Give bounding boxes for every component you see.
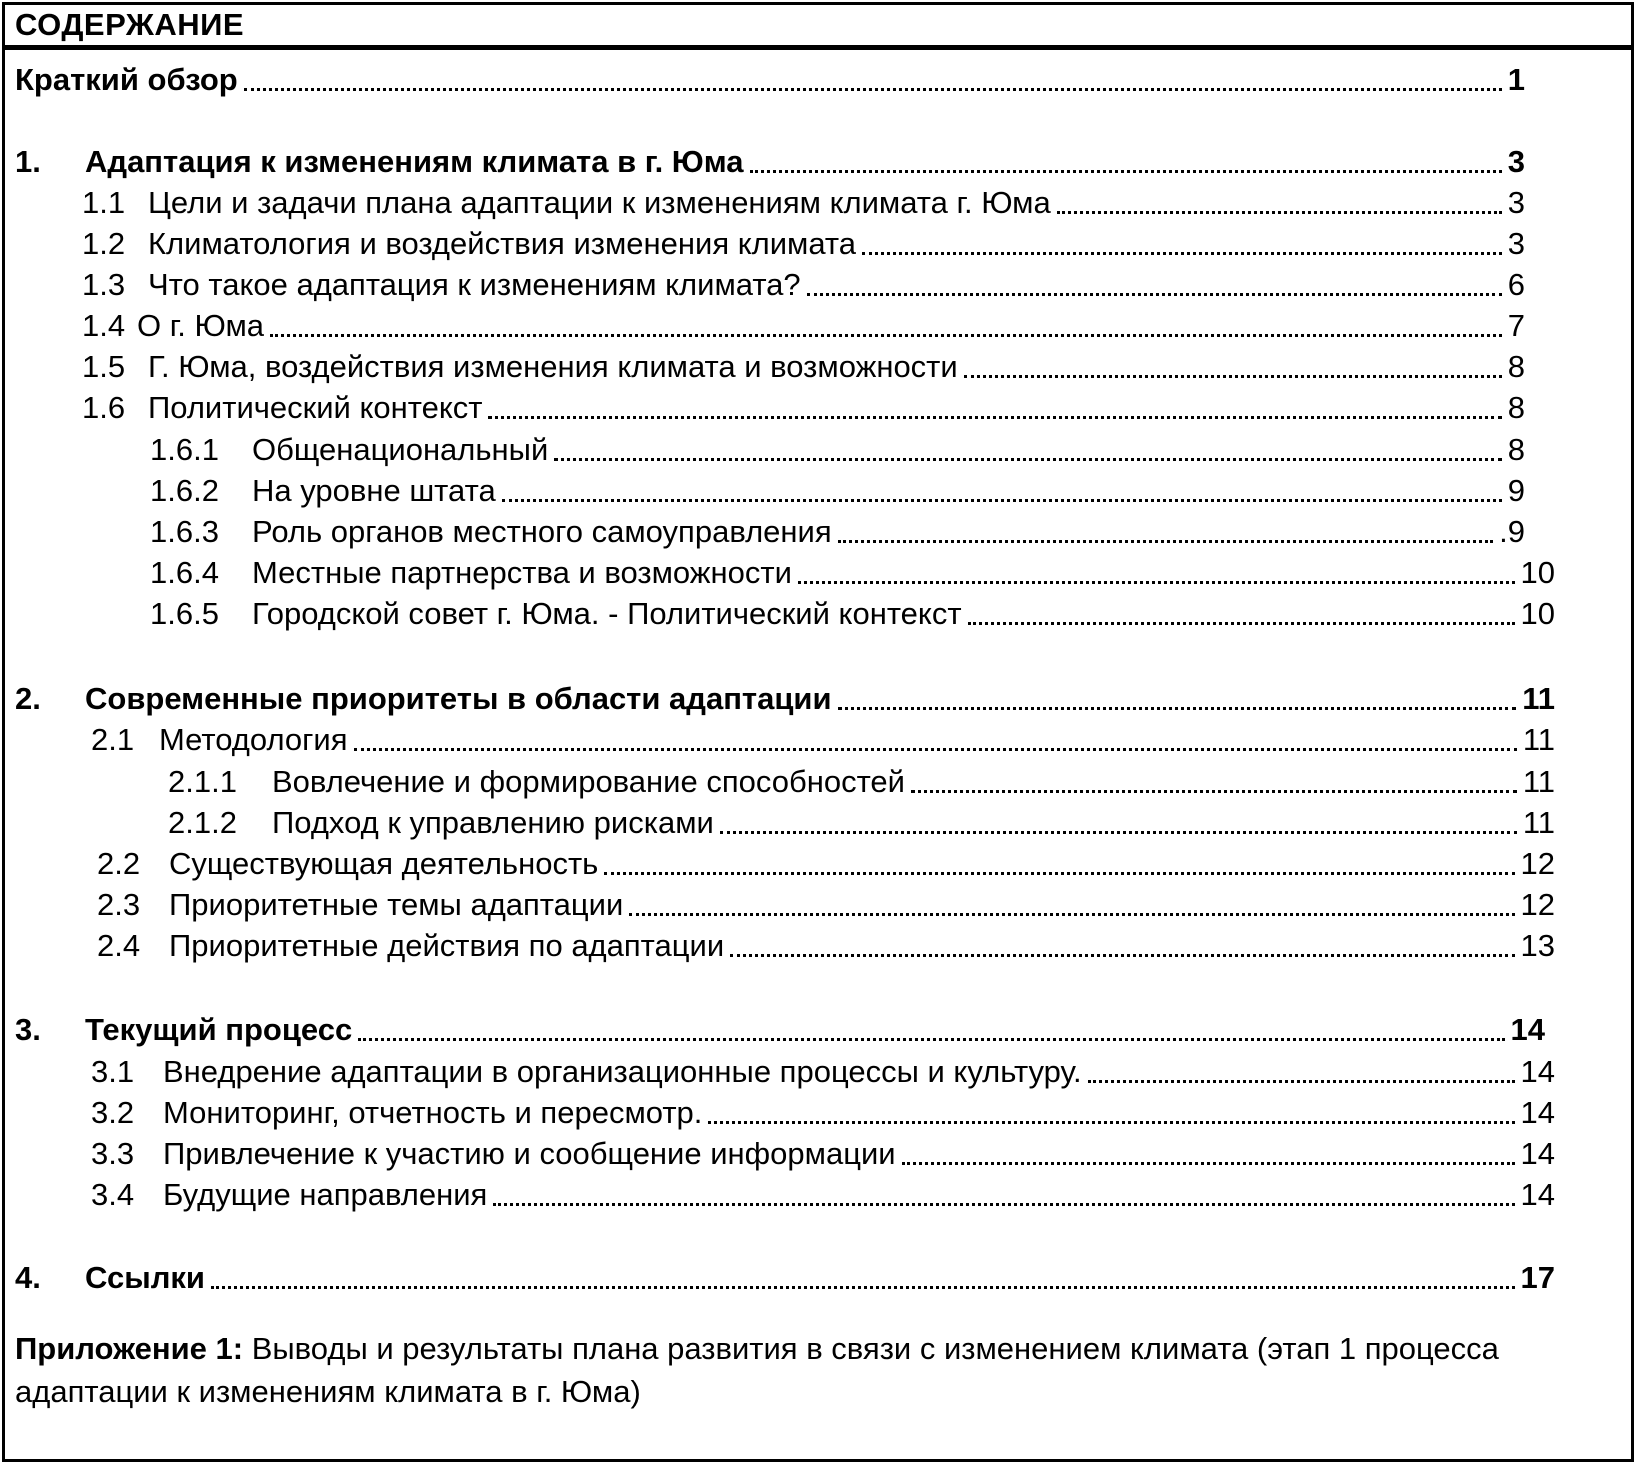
toc-entry-page: 12: [1520, 846, 1555, 881]
toc-entry-3-2[interactable]: [91, 1093, 1555, 1133]
toc-entry-page: 3: [1507, 144, 1525, 179]
toc-entry-number: 1.1: [82, 185, 126, 220]
toc-entry-number: 1.6.2: [150, 473, 219, 508]
toc-entry-page: 11: [1522, 805, 1555, 840]
toc-entry-label: Вовлечение и формирование способностей: [272, 764, 905, 799]
toc-entry-page: 6: [1507, 267, 1525, 302]
toc-entry-label: Местные партнерства и возможности: [252, 555, 792, 590]
toc-entry-label: Ссылки: [85, 1260, 205, 1295]
toc-entry-page: 11: [1522, 764, 1555, 799]
toc-entry-1-6-4[interactable]: [150, 553, 1555, 593]
dot-leader: [750, 170, 1502, 173]
toc-entry-label: На уровне штата: [252, 473, 496, 508]
toc-entry-label: Внедрение адаптации в организационные процессы и культуру.: [163, 1054, 1082, 1089]
toc-entry-section-1[interactable]: [15, 142, 1525, 182]
toc-entry-3-3[interactable]: [91, 1134, 1555, 1174]
dot-leader: [862, 252, 1502, 255]
dot-leader: [838, 707, 1517, 710]
dot-leader: [493, 1203, 1514, 1206]
toc-entry-number: 3.2: [91, 1095, 135, 1130]
toc-entry-label: Методология: [159, 722, 348, 757]
dot-leader: [502, 499, 1502, 502]
toc-entry-2-1[interactable]: [91, 720, 1555, 760]
toc-entry-2-1-1[interactable]: [168, 762, 1555, 802]
toc-entry-1-6[interactable]: [82, 388, 1525, 428]
toc-entry-section-3[interactable]: [15, 1010, 1545, 1050]
toc-entry-number: 4.: [15, 1260, 41, 1295]
toc-frame: [2, 2, 1634, 1462]
toc-entry-page: 8: [1507, 432, 1525, 467]
toc-entry-1-6-1[interactable]: [150, 430, 1525, 470]
toc-entry-1-6-5[interactable]: [150, 594, 1555, 634]
toc-entry-label: Существующая деятельность: [169, 846, 599, 881]
dot-leader: [270, 334, 1502, 337]
toc-entry-2-4[interactable]: [97, 926, 1555, 966]
toc-entry-page: 11: [1522, 722, 1555, 757]
toc-entry-number: 1.6.1: [150, 432, 219, 467]
toc-entry-2-2[interactable]: [97, 844, 1555, 884]
toc-entry-number: 1.6.4: [150, 555, 219, 590]
dot-leader: [604, 872, 1514, 875]
dot-leader: [488, 416, 1501, 419]
toc-entry-page: 7: [1507, 308, 1525, 343]
toc-entry-label: Краткий обзор: [15, 62, 238, 97]
toc-entry-section-2[interactable]: [15, 679, 1555, 719]
page-title: СОДЕРЖАНИЕ: [15, 7, 245, 42]
dot-leader: [354, 748, 1517, 751]
toc-entry-1-6-2[interactable]: [150, 471, 1525, 511]
toc-entry-label: Городской совет г. Юма. - Политический контекст: [252, 596, 962, 631]
toc-entry-number: 1.6.5: [150, 596, 219, 631]
toc-entry-label: Приоритетные темы адаптации: [169, 887, 624, 922]
toc-entry-1-3[interactable]: [82, 265, 1525, 305]
toc-entry-page: 13: [1520, 928, 1555, 963]
dot-leader: [807, 293, 1502, 296]
toc-entry-label: Роль органов местного самоуправления: [252, 514, 832, 549]
toc-entry-3-1[interactable]: [91, 1052, 1555, 1092]
toc-entry-label: Адаптация к изменениям климата в г. Юма: [85, 144, 744, 179]
toc-entry-1-4[interactable]: [82, 306, 1525, 346]
toc-entry-number: 2.4: [97, 928, 141, 963]
toc-entry-label: Цели и задачи плана адаптации к изменениям климата г. Юма: [148, 185, 1051, 220]
toc-entry-section-4[interactable]: [15, 1258, 1555, 1298]
toc-entry-label: Подход к управлению рисками: [272, 805, 714, 840]
appendix-label: Приложение 1:: [15, 1331, 244, 1366]
toc-entry-page: .9: [1499, 514, 1525, 549]
toc-entry-number: 2.1: [91, 722, 135, 757]
toc-entry-label: Приоритетные действия по адаптации: [169, 928, 725, 963]
dot-leader: [358, 1038, 1504, 1041]
toc-entry-page: 10: [1520, 596, 1555, 631]
toc-entry-label: Мониторинг, отчетность и пересмотр.: [163, 1095, 703, 1130]
toc-entry-page: 14: [1520, 1095, 1555, 1130]
toc-entry-label: О г. Юма: [137, 308, 264, 343]
toc-entry-number: 1.6.3: [150, 514, 219, 549]
toc-entry-page: 14: [1520, 1177, 1555, 1212]
toc-entry-1-2[interactable]: [82, 224, 1525, 264]
toc-entry-label: Климатология и воздействия изменения климата: [148, 226, 857, 261]
dot-leader: [211, 1286, 1515, 1289]
toc-entry-page: 8: [1507, 349, 1525, 384]
dot-leader: [1057, 211, 1502, 214]
toc-title-bar: [5, 5, 1631, 50]
toc-entry-number: 2.2: [97, 846, 141, 881]
toc-entry-page: 14: [1520, 1136, 1555, 1171]
toc-entry-summary[interactable]: [15, 60, 1525, 100]
toc-entry-page: 14: [1510, 1012, 1545, 1047]
toc-entry-3-4[interactable]: [91, 1175, 1555, 1215]
toc-entry-number: 3.: [15, 1012, 41, 1047]
toc-entry-number: 1.3: [82, 267, 126, 302]
dot-leader: [838, 540, 1494, 543]
dot-leader: [798, 581, 1515, 584]
dot-leader: [629, 913, 1514, 916]
toc-entry-number: 2.: [15, 681, 41, 716]
toc-entry-number: 2.1.2: [168, 805, 237, 840]
toc-entry-label: Политический контекст: [148, 390, 483, 425]
toc-entry-number: 1.4: [82, 308, 126, 343]
toc-entry-page: 14: [1520, 1054, 1555, 1089]
dot-leader: [730, 954, 1514, 957]
dot-leader: [968, 622, 1515, 625]
toc-entry-page: 3: [1507, 226, 1525, 261]
toc-entry-label: Что такое адаптация к изменениям климата?: [148, 267, 801, 302]
toc-entry-2-3[interactable]: [97, 885, 1555, 925]
toc-entry-label: Будущие направления: [163, 1177, 488, 1212]
toc-entry-page: 11: [1522, 681, 1555, 716]
dot-leader: [964, 375, 1502, 378]
toc-entry-page: 8: [1507, 390, 1525, 425]
toc-entry-page: 10: [1520, 555, 1555, 590]
appendix-entry[interactable]: [15, 1327, 1615, 1413]
toc-entry-label: Г. Юма, воздействия изменения климата и возможности: [148, 349, 958, 384]
dot-leader: [720, 831, 1517, 834]
toc-entry-number: 1.: [15, 144, 41, 179]
toc-entry-2-1-2[interactable]: [168, 803, 1555, 843]
toc-entry-label: Привлечение к участию и сообщение информации: [163, 1136, 896, 1171]
toc-entry-label: Общенациональный: [252, 432, 549, 467]
toc-entry-number: 2.3: [97, 887, 141, 922]
toc-entry-number: 3.4: [91, 1177, 135, 1212]
toc-entry-1-6-3[interactable]: [150, 512, 1525, 552]
toc-entry-page: 12: [1520, 887, 1555, 922]
toc-entry-page: 3: [1507, 185, 1525, 220]
toc-entry-1-5[interactable]: [82, 347, 1525, 387]
toc-entry-label: Современные приоритеты в области адаптации: [85, 681, 832, 716]
toc-entry-number: 2.1.1: [168, 764, 237, 799]
dot-leader: [911, 790, 1517, 793]
toc-entry-number: 1.6: [82, 390, 126, 425]
appendix-text: Выводы и результаты плана развития в связи с изменением климата (этап 1 процесса адаптации к изменениям климата в г. Юма): [15, 1331, 1499, 1409]
toc-entry-number: 1.2: [82, 226, 126, 261]
toc-entry-number: 3.3: [91, 1136, 135, 1171]
toc-entry-page: 17: [1520, 1260, 1555, 1295]
dot-leader: [1088, 1080, 1515, 1083]
dot-leader: [554, 458, 1501, 461]
dot-leader: [708, 1121, 1514, 1124]
toc-entry-page: 1: [1507, 62, 1525, 97]
toc-entry-number: 1.5: [82, 349, 126, 384]
dot-leader: [902, 1162, 1515, 1165]
toc-entry-label: Текущий процесс: [85, 1012, 353, 1047]
toc-entry-number: 3.1: [91, 1054, 135, 1089]
dot-leader: [244, 88, 1502, 91]
toc-entry-page: 9: [1507, 473, 1525, 508]
toc-entry-1-1[interactable]: [82, 183, 1525, 223]
